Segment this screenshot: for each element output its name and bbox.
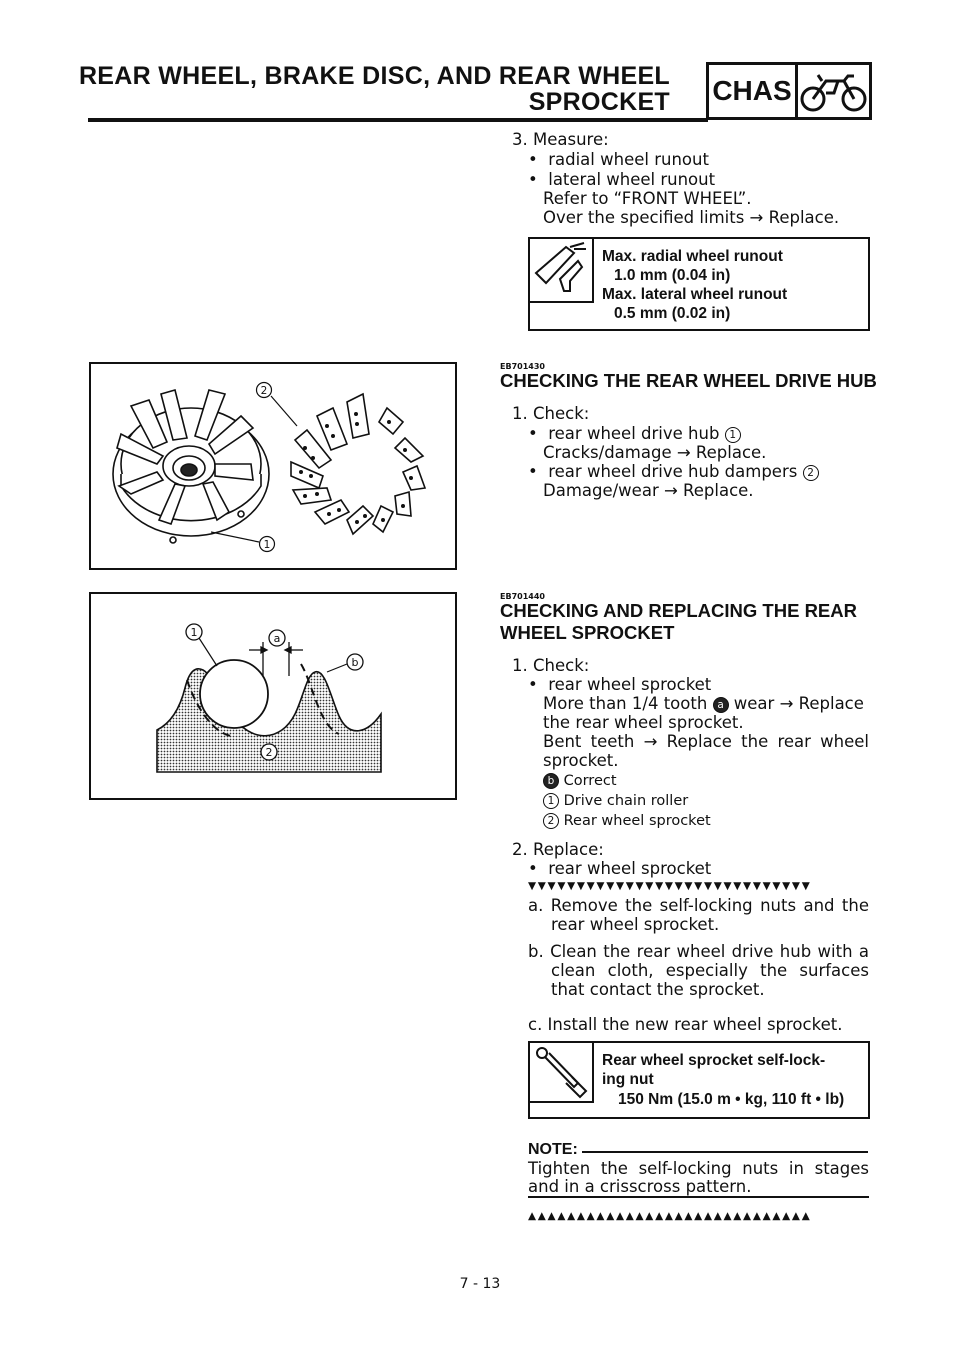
sub-a-line2: rear wheel sprocket. xyxy=(551,915,720,934)
sub-a-line1: a. Remove the self-locking nuts and the xyxy=(528,896,869,915)
torque-wrench-icon xyxy=(530,1043,590,1101)
sub-b-line1: b. Clean the rear wheel drive hub with a xyxy=(528,942,869,961)
procedure-end-marker: ▲▲▲▲▲▲▲▲▲▲▲▲▲▲▲▲▲▲▲▲▲▲▲▲▲▲▲▲▲ xyxy=(528,1210,812,1222)
sprocket-wear-line2: the rear wheel sprocket. xyxy=(543,713,744,732)
ref-circle-1: 1 xyxy=(725,427,741,443)
drive-hub-code: EB701430 xyxy=(500,362,545,371)
sprocket-item2: • rear wheel sprocket xyxy=(528,859,712,878)
note-top-rule xyxy=(582,1151,868,1153)
drive-hub-illustration xyxy=(91,364,455,568)
measure-step: 3. Measure: xyxy=(512,130,609,149)
drive-hub-step: 1. Check: xyxy=(512,404,590,423)
spec-runout-line2: 1.0 mm (0.04 in) xyxy=(614,267,731,284)
measure-bullet-2: • lateral wheel runout xyxy=(528,170,716,189)
sprocket-step2: 2. Replace: xyxy=(512,840,604,859)
sprocket-illustration xyxy=(91,594,455,798)
drive-hub-item1-action: Cracks/damage → Replace. xyxy=(543,443,767,462)
sub-b-line2: clean cloth, especially the surfaces xyxy=(551,961,869,980)
spec-box-runout xyxy=(528,237,870,331)
drive-hub-figure xyxy=(89,362,457,570)
note-label: NOTE: xyxy=(528,1141,578,1158)
spec-icon-cell xyxy=(530,239,594,303)
measure-action: Over the specified limits → Replace. xyxy=(543,208,840,227)
sprocket-figure-label-b: b xyxy=(351,656,359,669)
note-line2: and in a crisscross pattern. xyxy=(528,1177,752,1196)
torque-line2: ing nut xyxy=(602,1071,654,1088)
sprocket-bent-line2: sprocket. xyxy=(543,751,619,770)
measure-bullet-1: • radial wheel runout xyxy=(528,150,709,169)
measure-ref: Refer to “FRONT WHEEL”. xyxy=(543,189,752,208)
hub-figure-label-2: 2 xyxy=(260,385,268,397)
drive-hub-item2-action: Damage/wear → Replace. xyxy=(543,481,754,500)
sprocket-figure xyxy=(89,592,457,800)
note-line1: Tighten the self-locking nuts in stages xyxy=(528,1159,869,1178)
torque-icon-cell xyxy=(530,1043,594,1103)
ref-circle-a: a xyxy=(713,697,729,713)
hub-figure-label-1: 1 xyxy=(263,539,271,551)
torque-line3: 150 Nm (15.0 m • kg, 110 ft • lb) xyxy=(618,1091,845,1108)
spec-box-torque xyxy=(528,1041,870,1119)
legend-correct: b Correct xyxy=(543,771,617,791)
drive-hub-item1: • rear wheel drive hub 1 xyxy=(528,424,741,444)
header-title-line1: REAR WHEEL, BRAKE DISC, AND REAR WHEEL xyxy=(78,62,670,90)
sprocket-heading-line2: WHEEL SPROCKET xyxy=(500,622,675,643)
sprocket-figure-label-1: 1 xyxy=(190,626,198,639)
drive-hub-item2: • rear wheel drive hub dampers 2 xyxy=(528,462,819,482)
page-number: 7 - 13 xyxy=(459,1276,501,1292)
sprocket-item: • rear wheel sprocket xyxy=(528,675,712,694)
note-bottom-rule xyxy=(528,1196,869,1198)
sprocket-step1: 1. Check: xyxy=(512,656,590,675)
procedure-start-marker: ▼▼▼▼▼▼▼▼▼▼▼▼▼▼▼▼▼▼▼▼▼▼▼▼▼▼▼▼▼ xyxy=(528,880,812,892)
sprocket-wear-line1: More than 1/4 tooth a wear → Replace xyxy=(543,694,864,713)
sprocket-figure-label-a: a xyxy=(273,632,281,645)
sub-b-line3: that contact the sprocket. xyxy=(551,980,765,999)
header-rule xyxy=(88,118,708,122)
spec-runout-line1: Max. radial wheel runout xyxy=(602,248,783,265)
spec-runout-line3: Max. lateral wheel runout xyxy=(602,286,788,303)
sprocket-heading-line1: CHECKING AND REPLACING THE REAR xyxy=(500,600,857,621)
legend-rear-wheel-sprocket: 2 Rear wheel sprocket xyxy=(543,811,711,831)
ref-circle-2: 2 xyxy=(803,465,819,481)
spec-runout-line4: 0.5 mm (0.02 in) xyxy=(614,305,731,322)
section-badge xyxy=(706,62,872,120)
drive-hub-heading: CHECKING THE REAR WHEEL DRIVE HUB xyxy=(500,370,877,391)
caliper-gauge-icon xyxy=(530,239,590,299)
legend-drive-chain-roller: 1 Drive chain roller xyxy=(543,791,688,811)
header-title-line2: SPROCKET xyxy=(528,88,670,116)
sprocket-code: EB701440 xyxy=(500,592,545,601)
sprocket-bent-line1: Bent teeth → Replace the rear wheel xyxy=(543,732,869,751)
section-badge-label: CHAS xyxy=(709,65,798,117)
sprocket-figure-label-2: 2 xyxy=(265,746,273,759)
motorcycle-icon xyxy=(798,69,870,115)
sub-c: c. Install the new rear wheel sprocket. xyxy=(528,1015,843,1034)
torque-line1: Rear wheel sprocket self-lock- xyxy=(602,1052,826,1069)
